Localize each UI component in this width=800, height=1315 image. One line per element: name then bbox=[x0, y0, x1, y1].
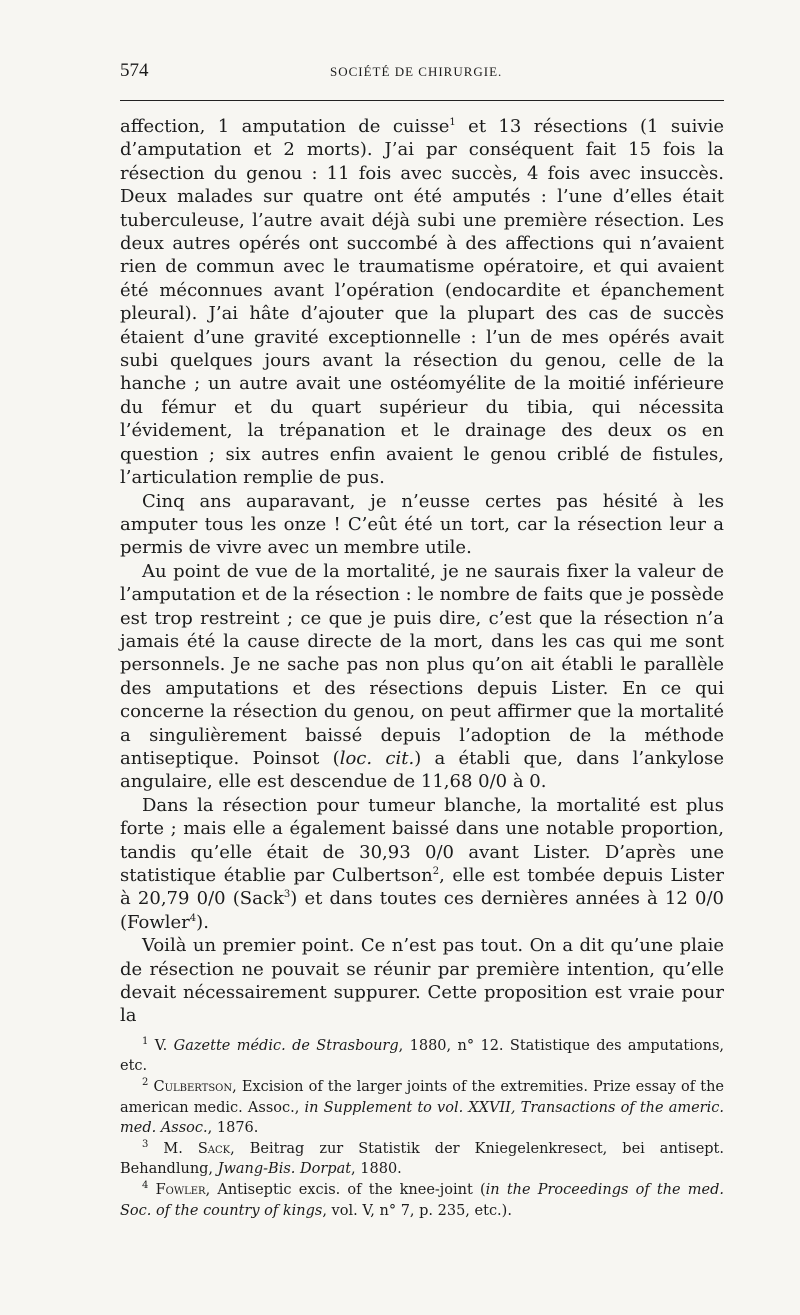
footnote-ref-3: 3 bbox=[283, 889, 291, 901]
p3-text-b: ) a établi que, dans l’ankylose angulaire, elle est descendue de 11,68 0/0 à 0. bbox=[120, 747, 724, 793]
footnote-3-text-a: M. bbox=[148, 1140, 198, 1157]
footnote-2-text-a: , Excision of the larger joints of the extremities. Prize essay of the american medic. Assoc., bbox=[120, 1079, 724, 1116]
p4-text-b: , elle est tombée depuis Lister à 20,79 0/0 (Sack bbox=[120, 865, 724, 910]
header-rule bbox=[120, 100, 724, 101]
footnote-4 bbox=[120, 1180, 724, 1221]
footnote-1-journal: Gazette médic. de Strasbourg bbox=[173, 1037, 399, 1054]
p1-text-b: et 13 résections (1 suivie d’amputation et 2 morts). J’ai par conséquent fait 15 fois la résection du genou : 11 fois avec succès, 4 fois avec insuccès. Deux malades sur quatre ont été amputés : l’une d’elles était tuberculeuse, l’autre avait déjà subi une première résection. Les deux autres opérés ont succombé à des affections qui n’avaient rien de commun avec le traumatisme opératoire, et qui avaient été méconnues avant l’opération (endocardite et épanchement pleural). J’ai hâte d’ajouter que la plupart des cas de succès étaient d’une gravité exceptionnelle : l’un de mes opérés avait subi quelques jours avant la résection du genou, celle de la hanche ; un autre avait une ostéomyélite de la moitié inférieure du fémur et du quart supérieur du tibia, qui nécessita l’évidement, la trépanation et le drainage des deux os en question ; six autres enfin avaient le genou criblé de fistules, l’articulation remplie de pus. bbox=[120, 116, 724, 489]
p3-citation: loc. cit. bbox=[339, 747, 415, 769]
footnote-1 bbox=[120, 1036, 724, 1077]
footnote-ref-2: 2 bbox=[432, 866, 440, 877]
footnote-1-text-a: V. bbox=[148, 1037, 174, 1054]
paragraph-4 bbox=[120, 794, 724, 934]
footnote-4-italic: in the Proceedings of the med. Soc. of the country of kings bbox=[120, 1182, 725, 1219]
footnote-2-author: Culbertson bbox=[153, 1079, 233, 1096]
paragraph-3 bbox=[120, 560, 724, 794]
footnote-ref-4: 4 bbox=[189, 912, 197, 924]
footnote-3 bbox=[120, 1139, 724, 1180]
footnote-2-italic: in Supplement to vol. XXVII, Transactions of the americ. med. Assoc. bbox=[120, 1099, 724, 1137]
running-title: SOCIÉTÉ DE CHIRURGIE. bbox=[330, 64, 503, 79]
footnote-4-text-a: , Antiseptic excis. of the knee-joint ( bbox=[205, 1182, 486, 1198]
book-page bbox=[120, 60, 724, 1221]
p3-text-a: Au point de vue de la mortalité, je ne saurais fixer la valeur de l’amputation et de la résection : le nombre de faits que je possède est trop restreint ; ce que je puis dire, c’est que la résection n’a jamais été la cause directe de la mort, dans les cas qui me sont personnels. Je ne sache pas non plus qu’on ait établi le parallèle des amputations et des résections depuis Lister. En ce qui concerne la résection du genou, on peut affirmer que la mortalité a singulièrement baissé depuis l’adoption de la méthode antiseptique. Poinsot ( bbox=[120, 560, 724, 769]
footnote-4-text-b: , vol. V, n° 7, p. 235, etc.). bbox=[322, 1202, 512, 1219]
footnote-1-text-b: , 1880, n° 12. Statistique des amputations, etc. bbox=[120, 1037, 724, 1075]
footnote-ref-1: 1 bbox=[449, 117, 456, 128]
footnote-3-text-b: , Beitrag zur Statistik der Kniegelenkresect, bei antisept. Behandlung, bbox=[120, 1140, 724, 1178]
footnote-2-text-b: , 1876. bbox=[207, 1120, 259, 1137]
footnote-3-author: Sack bbox=[197, 1140, 231, 1157]
page-number: 574 bbox=[120, 60, 149, 81]
paragraph-5: Voilà un premier point. Ce n’est pas tout. On a dit qu’une plaie de résection ne pouvait se réunir par première intention, qu’elle devait nécessairement suppurer. Cette proposition est vraie pour la bbox=[120, 935, 724, 1027]
footnote-mark-2: 2 bbox=[142, 1077, 149, 1089]
body-text bbox=[120, 115, 724, 1028]
footnote-mark-4: 4 bbox=[142, 1180, 149, 1192]
footnote-4-author: Fowler bbox=[155, 1182, 206, 1198]
footnotes bbox=[120, 1036, 724, 1221]
paragraph-1 bbox=[120, 115, 724, 490]
p1-text-a: affection, 1 amputation de cuisse bbox=[120, 116, 450, 137]
footnote-mark-1: 1 bbox=[142, 1036, 149, 1048]
paragraph-2: Cinq ans auparavant, je n’eusse certes pas hésité à les amputer tous les onze ! C’eût été un tort, car la résection leur a permis de vivre avec un membre utile. bbox=[120, 490, 724, 559]
footnote-3-text-c: , 1880. bbox=[351, 1161, 402, 1178]
footnote-2 bbox=[120, 1077, 724, 1139]
footnote-mark-3: 3 bbox=[142, 1138, 149, 1150]
p4-text-d: ). bbox=[196, 911, 209, 933]
p4-text-a: Dans la résection pour tumeur blanche, la mortalité est plus forte ; mais elle a également baissé dans une notable proportion, tandis qu’elle était de 30,93 0/0 avant Lister. D’après une statistique établie par Culbertson bbox=[120, 794, 724, 886]
page-header bbox=[120, 60, 724, 96]
p4-text-c: ) et dans toutes ces dernières années à 12 0/0 (Fowler bbox=[120, 888, 724, 933]
footnote-3-italic: Jwang-Bis. Dorpat bbox=[217, 1161, 352, 1178]
